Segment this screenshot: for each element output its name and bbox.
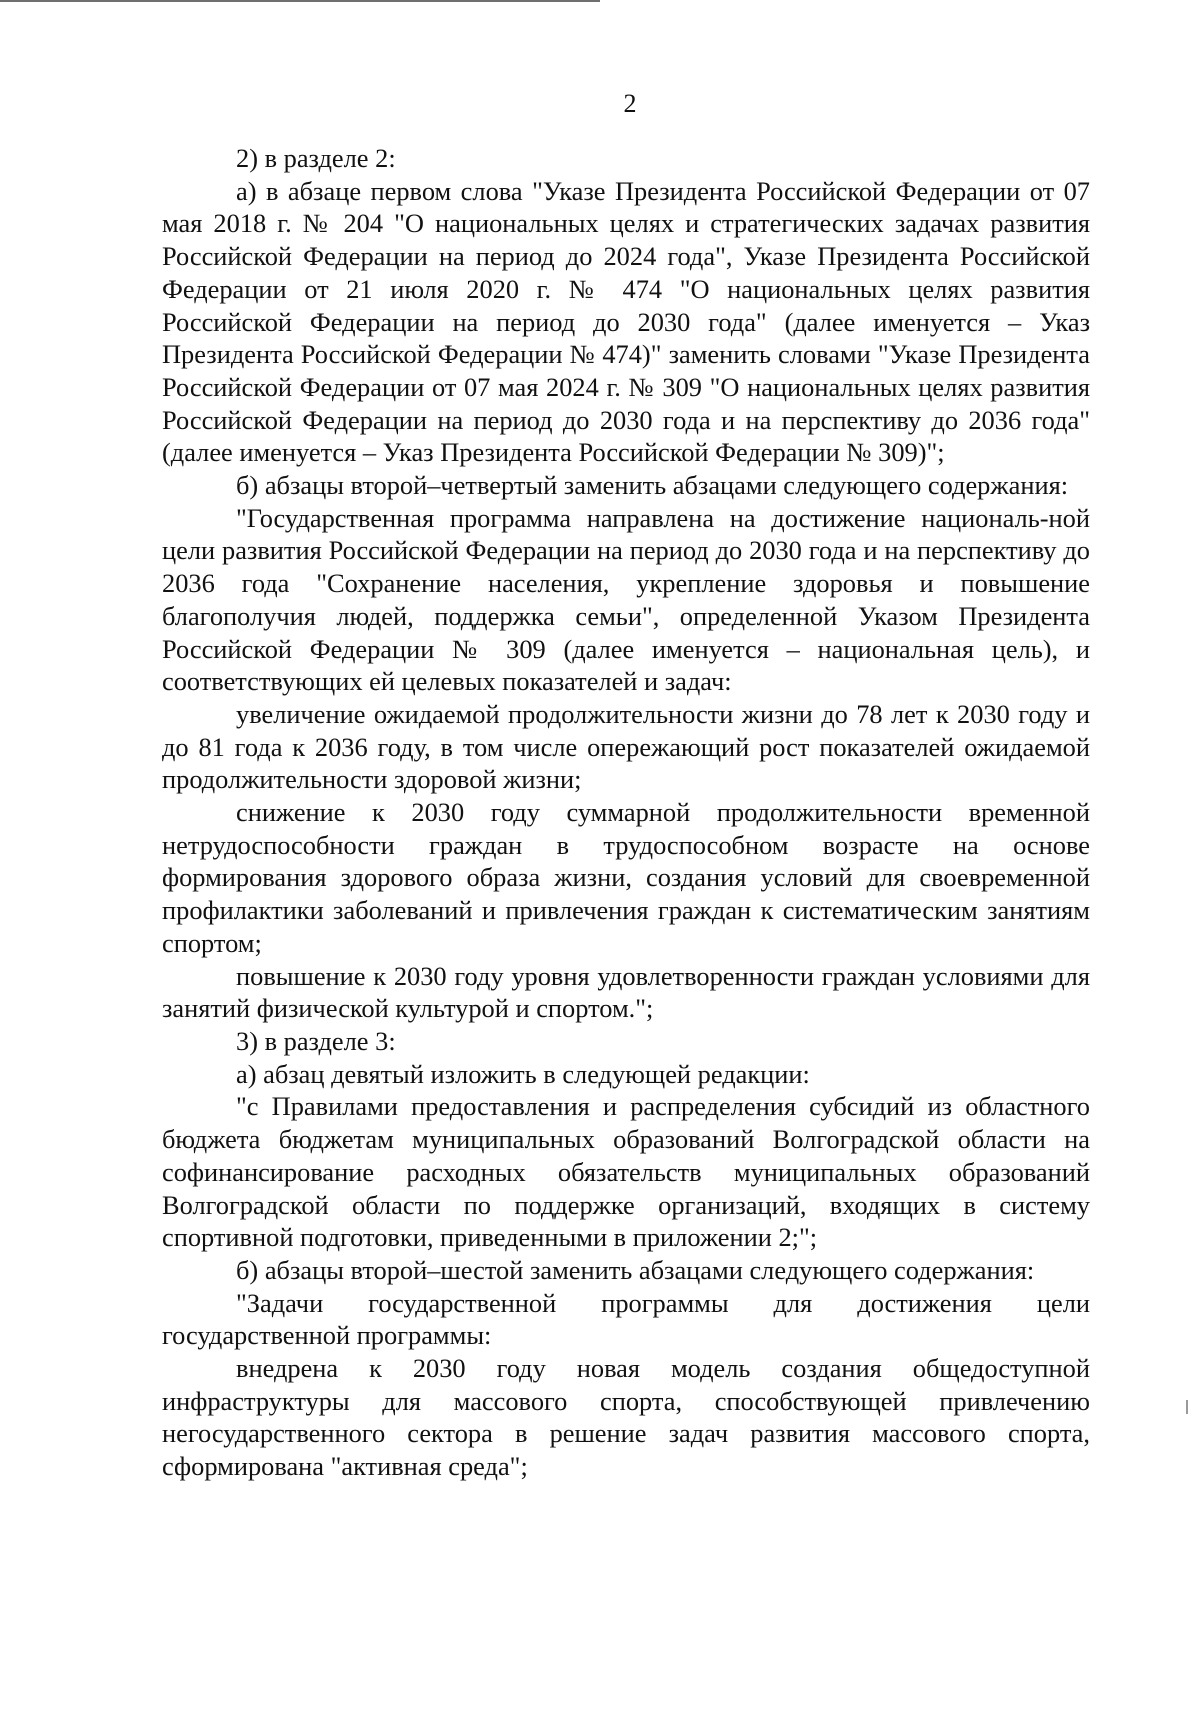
- paragraph-infrastructure-model: внедрена к 2030 году новая модель создания общедоступной инфраструктуры для массового спорта, способствующей привлечению негосударственного сектора в решение задач развития массового спорта, сформирована "активная среда";: [162, 1353, 1090, 1482]
- paragraph-section-3-a: а) абзац девятый изложить в следующей редакции:: [236, 1058, 810, 1089]
- paragraph-section-3-b: б) абзацы второй–шестой заменить абзацами следующего содержания:: [236, 1254, 1035, 1285]
- paragraph-amendment-a: а) в абзаце первом слова "Указе Президента Российской Федерации от 07 мая 2018 г. № 204 "О национальных целях и стратегических задачах развития Российской Федерации на период до 2024 года", Указе Президента Российской Федерации от 21 июля 2020 г. № 474 "О национальных целях развития Российской Федерации на период до 2030 года" (далее именуется – Указ Президента Российской Федерации № 474)" заменить словами "Указе Президента Российской Федерации от 07 мая 2024 г. № 309 "О национальных целях развития Российской Федерации на период до 2030 года и на перспективу до 2036 года" (далее именуется – Указ Президента Российской Федерации № 309)";: [162, 175, 1090, 468]
- paragraph-amendment-b: б) абзацы второй–четвертый заменить абзацами следующего содержания:: [236, 470, 1069, 501]
- scan-artifact: [1186, 1400, 1188, 1414]
- paragraph-program-goal: "Государственная программа направлена на достижение националь-ной цели развития Российской Федерации на период до 2030 года и на перспективу до 2036 года "Сохранение населения, укрепление здоровья и повышение благополучия людей, поддержка семьи", определенной Указом Президента Российской Федерации № 309 (далее именуется – национальная цель), и соответствующих ей целевых показателей и задач:: [162, 502, 1090, 697]
- paragraph-section-3-heading: 3) в разделе 3:: [236, 1025, 396, 1056]
- page-number: 2: [623, 89, 637, 118]
- paragraph-subsidy-rules: "с Правилами предоставления и распределения субсидий из областного бюджета бюджетам муниципальных образований Волгоградской области на софинансирование расходных обязательств муниципальных образований Волгоградской области по поддержке организаций, входящих в систему спортивной подготовки, приведенными в приложении 2;";: [162, 1091, 1090, 1253]
- paragraph-disability-reduction: снижение к 2030 году суммарной продолжительности временной нетрудоспособности граждан в трудоспособном возрасте на основе формирования здорового образа жизни, создания условий для своевременной профилактики заболеваний и привлечения граждан к систематическим занятиям спортом;: [162, 797, 1090, 958]
- paragraph-life-expectancy: увеличение ожидаемой продолжительности жизни до 78 лет к 2030 году и до 81 года к 2036 году, в том числе опережающий рост показателей ожидаемой продолжительности здоровой жизни;: [162, 698, 1090, 795]
- paragraph-satisfaction: повышение к 2030 году уровня удовлетворенности граждан условиями для занятий физической культурой и спортом.";: [162, 960, 1090, 1024]
- paragraph-section-2-heading: 2) в разделе 2:: [236, 143, 396, 173]
- scan-edge-line: [0, 0, 600, 2]
- document-body: [162, 142, 1090, 1483]
- paragraph-program-tasks: "Задачи государственной программы для достижения цели государственной программы:: [162, 1287, 1090, 1351]
